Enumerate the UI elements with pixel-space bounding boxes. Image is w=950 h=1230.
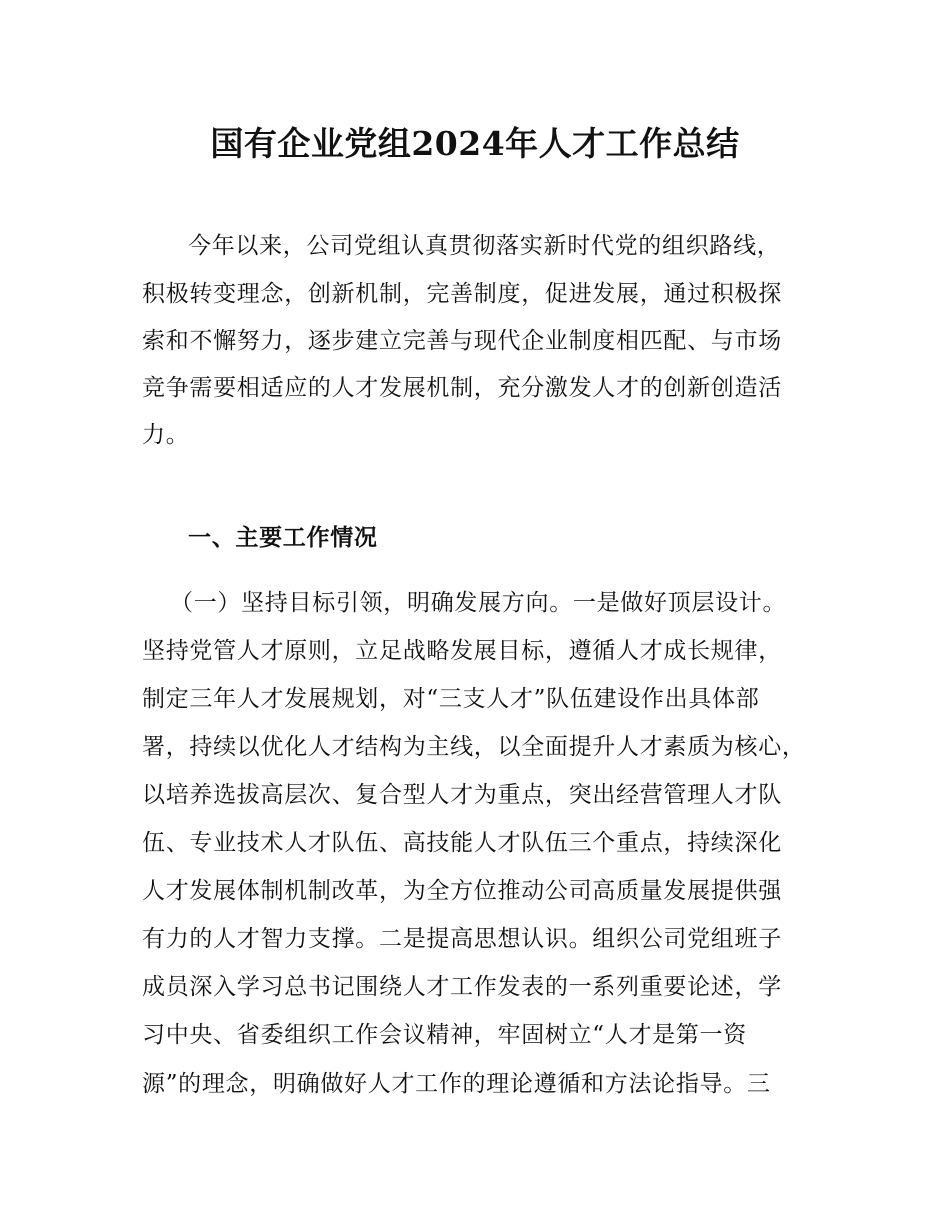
paragraph-line: 今年以来，公司党组认真贯彻落实新时代党的组织路线， [188,233,781,259]
paragraph-line: 索和不懈努力，逐步建立完善与现代企业制度相匹配、与市场 [142,328,782,354]
paragraph-line: 习中央、省委组织工作会议精神，牢固树立“人才是第一资 [142,1022,747,1048]
paragraph-line: 坚持党管人才原则，立足战略发展目标，遵循人才成长规律， [142,638,782,664]
paragraph-line: 有力的人才智力支撑。二是提高思想认识。组织公司党组班子 [142,926,782,952]
section-heading: 一、主要工作情况 [188,524,378,551]
paragraph-line: 伍、专业技术人才队伍、高技能人才队伍三个重点，持续深化 [142,830,782,856]
paragraph-line: 积极转变理念，创新机制，完善制度，促进发展，通过积极探 [142,281,782,307]
paragraph-line: 竞争需要相适应的人才发展机制，充分激发人才的创新创造活 [142,375,782,401]
paragraph-line: 人才发展体制机制改革，为全方位推动公司高质量发展提供强 [142,878,782,904]
paragraph-line: 署，持续以优化人才结构为主线，以全面提升人才素质为核心， [142,734,806,760]
paragraph-line: 源”的理念，明确做好人才工作的理论遵循和方法论指导。三 [142,1071,771,1097]
paragraph-line: 以培养选拔高层次、复合型人才为重点，突出经营管理人才队 [142,782,782,808]
paragraph-line: 力。 [142,422,190,448]
paragraph-line: 制定三年人才发展规划，对“三支人才”队伍建设作出具体部 [142,686,760,712]
document-title: 国有企业党组2024年人才工作总结 [210,124,740,163]
paragraph-line: （一）坚持目标引领，明确发展方向。一是做好顶层设计。 [170,590,787,616]
paragraph-line: 成员深入学习总书记围绕人才工作发表的一系列重要论述，学 [142,974,782,1000]
